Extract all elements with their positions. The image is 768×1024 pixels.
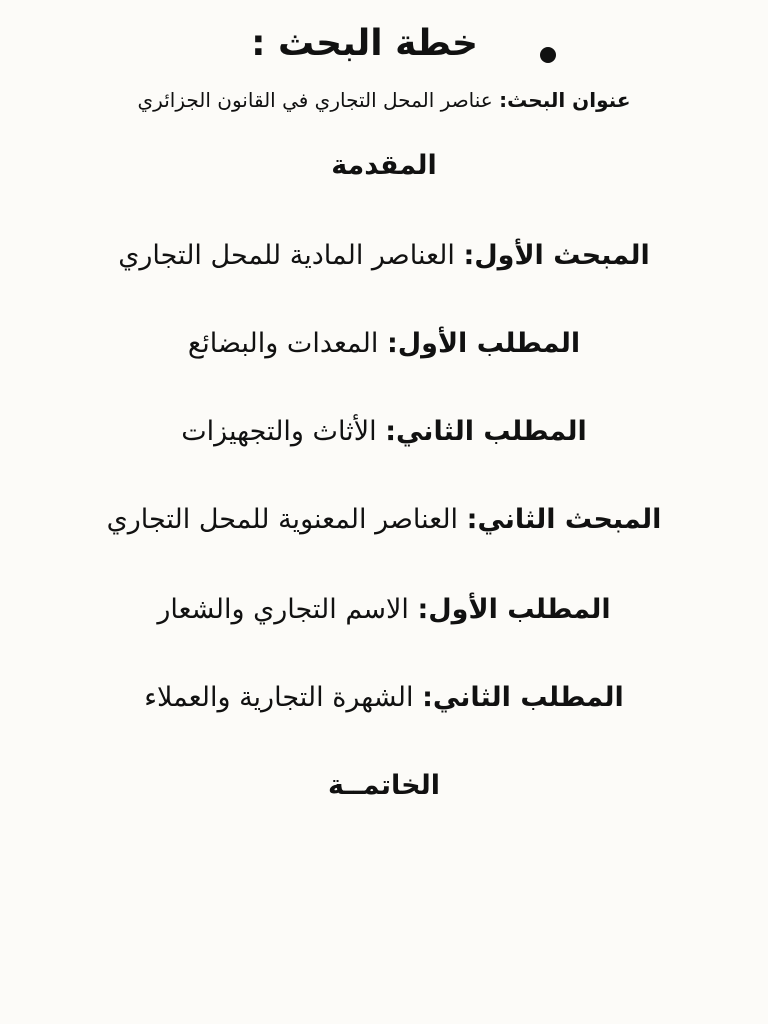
section-1-text: العناصر المادية للمحل التجاري: [118, 240, 464, 271]
introduction-heading: المقدمة: [331, 150, 437, 181]
section-2-text: العناصر المعنوية للمحل التجاري: [106, 504, 467, 535]
section-2-sub-1-text: الاسم التجاري والشعار: [157, 594, 418, 625]
research-title-text: عناصر المحل التجاري في القانون الجزائري: [137, 88, 500, 112]
section-2-heading: [0, 498, 768, 542]
section-1-heading: [0, 234, 768, 278]
section-1-sub-1-text: المعدات والبضائع: [187, 328, 387, 359]
page-title: خطة البحث :: [251, 23, 478, 64]
section-2-label: المبحث الثاني:: [466, 504, 662, 535]
section-1-sub-2: [0, 410, 768, 454]
research-title: [0, 82, 768, 118]
section-2-sub-2-text: الشهرة التجارية والعملاء: [144, 682, 423, 713]
conclusion-heading: الخاتمــة: [327, 770, 441, 801]
section-1-label: المبحث الأول:: [463, 240, 650, 271]
section-1-sub-2-label: المطلب الثاني:: [385, 416, 587, 447]
research-title-label: عنوان البحث:: [499, 88, 631, 112]
section-1-sub-2-text: الأثاث والتجهيزات: [181, 416, 386, 447]
section-2-sub-1-label: المطلب الأول:: [417, 594, 611, 625]
section-2-sub-1: [0, 588, 768, 632]
bullet-icon: [540, 47, 556, 63]
section-1-sub-1: [0, 322, 768, 366]
section-2-sub-2-label: المطلب الثاني:: [422, 682, 624, 713]
title-row: [0, 14, 768, 74]
section-2-sub-2: [0, 676, 768, 720]
section-1-sub-1-label: المطلب الأول:: [386, 328, 581, 359]
